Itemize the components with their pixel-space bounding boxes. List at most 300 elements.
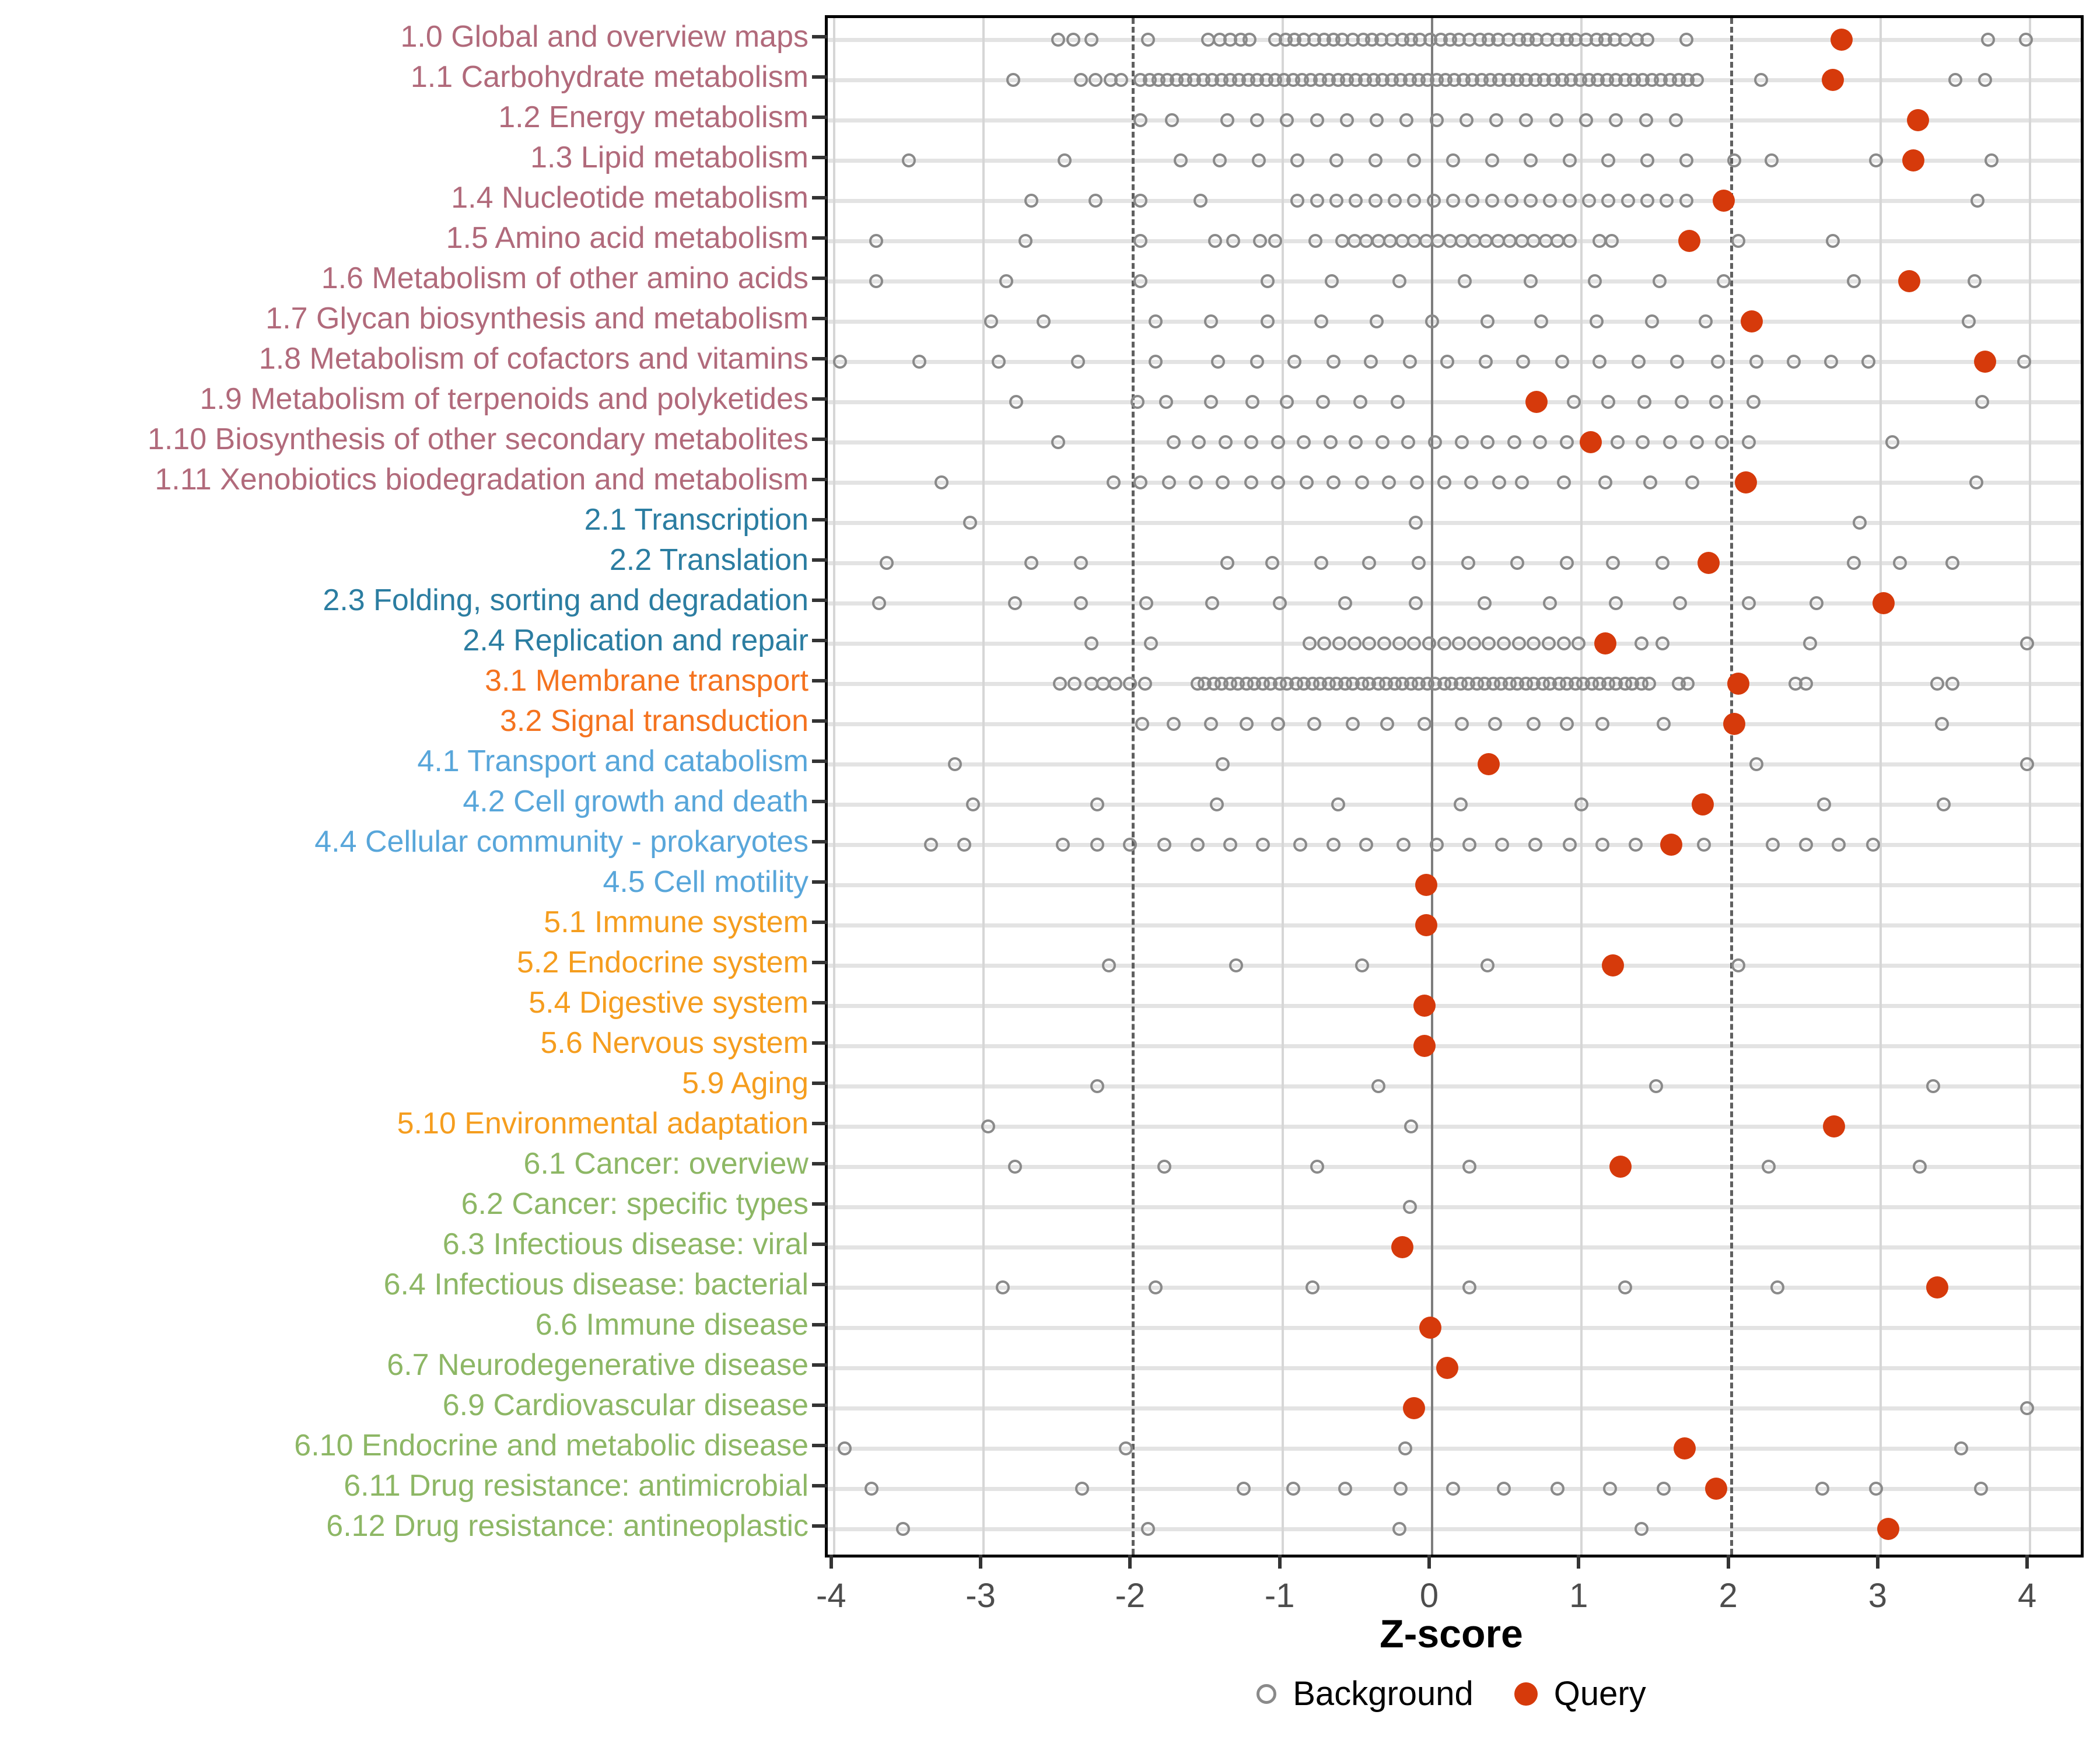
background-point (1634, 1522, 1648, 1536)
query-point (1705, 1478, 1727, 1500)
background-point (1560, 717, 1574, 731)
background-point (1657, 717, 1671, 731)
category-label: 1.6 Metabolism of other amino acids (321, 261, 808, 295)
row-guide-line (828, 1044, 2081, 1048)
query-point (1823, 1115, 1845, 1138)
dotted-threshold-line (1132, 18, 1135, 1555)
background-point (1056, 838, 1070, 852)
background-point (1492, 475, 1506, 489)
background-point (1690, 73, 1704, 87)
background-point (1640, 153, 1654, 167)
background-point (1601, 395, 1615, 409)
background-point (880, 556, 894, 570)
background-point (1037, 314, 1051, 328)
background-point (1362, 556, 1376, 570)
background-point (1826, 234, 1840, 248)
background-point (1485, 194, 1499, 208)
background-point (1460, 113, 1474, 127)
background-point (1765, 153, 1779, 167)
background-point (1711, 355, 1725, 369)
background-point (1006, 73, 1020, 87)
background-point (1088, 73, 1102, 87)
background-point (1437, 475, 1451, 489)
row-guide-line (828, 1286, 2081, 1290)
background-point (1645, 314, 1659, 328)
background-point (992, 355, 1006, 369)
background-point (1338, 596, 1352, 610)
y-axis-tick (812, 1242, 827, 1246)
background-point (1930, 677, 1944, 691)
x-axis-tick-label: 3 (1868, 1577, 1888, 1615)
row-guide-line (828, 1125, 2081, 1129)
query-point (1674, 1437, 1696, 1460)
query-point (1902, 149, 1924, 172)
x-axis-tick (979, 1555, 982, 1569)
background-point (1669, 113, 1683, 127)
background-point (1455, 717, 1469, 731)
background-point (1605, 234, 1619, 248)
category-label: 1.10 Biosynthesis of other secondary metabolites (147, 422, 808, 456)
background-point (1528, 838, 1542, 852)
background-point (1527, 636, 1541, 650)
background-point (1679, 33, 1693, 47)
y-axis-tick (812, 961, 827, 964)
query-point (1419, 1317, 1441, 1339)
background-point (1479, 355, 1493, 369)
category-label: 6.10 Endocrine and metabolic disease (294, 1429, 808, 1462)
background-point (1310, 194, 1324, 208)
row-guide-line (828, 521, 2081, 525)
background-point (1223, 838, 1237, 852)
background-point (1885, 435, 1899, 449)
background-point (1204, 395, 1218, 409)
y-axis-tick (812, 1444, 827, 1447)
background-point (1606, 556, 1620, 570)
legend-label-background: Background (1293, 1675, 1474, 1713)
background-point (1717, 274, 1731, 288)
category-label: 5.2 Endocrine system (516, 946, 808, 979)
y-axis-tick (812, 317, 827, 320)
background-point (1130, 395, 1144, 409)
background-point (1542, 636, 1556, 650)
dotted-threshold-line (1730, 18, 1733, 1555)
background-point (1326, 355, 1340, 369)
background-point (1697, 838, 1711, 852)
y-axis-tick (812, 880, 827, 884)
background-point (1370, 113, 1384, 127)
category-label: 5.1 Immune system (544, 905, 808, 939)
background-point (1629, 838, 1643, 852)
background-point (1058, 153, 1072, 167)
query-point (1735, 471, 1757, 494)
background-point (1353, 395, 1367, 409)
background-point (1948, 73, 1962, 87)
background-point (1019, 234, 1032, 248)
background-point (1527, 717, 1541, 731)
category-label: 5.4 Digestive system (528, 986, 808, 1020)
category-label: 5.10 Environmental adaptation (397, 1107, 808, 1140)
background-point (948, 757, 962, 771)
background-point (1167, 717, 1181, 731)
background-point (1515, 475, 1529, 489)
query-point (1692, 793, 1714, 816)
background-point (1409, 516, 1423, 530)
background-point (1268, 234, 1282, 248)
x-axis-tick-label: 1 (1569, 1577, 1588, 1615)
background-point (1866, 838, 1880, 852)
y-axis-tick (812, 1082, 827, 1085)
background-point (1699, 314, 1713, 328)
background-point (1656, 636, 1670, 650)
y-axis-tick (812, 116, 827, 119)
category-label: 6.7 Neurodegenerative disease (387, 1348, 808, 1382)
background-point (1250, 355, 1264, 369)
background-point (1749, 355, 1763, 369)
background-point (1681, 677, 1695, 691)
background-point (1396, 838, 1410, 852)
y-axis-tick (812, 840, 827, 844)
background-point (1133, 475, 1147, 489)
y-axis-tick (812, 1202, 827, 1206)
background-point (1314, 556, 1328, 570)
query-point (1698, 552, 1720, 574)
background-point (1310, 113, 1324, 127)
background-point (1653, 274, 1667, 288)
background-point (1008, 596, 1022, 610)
y-axis-tick (812, 276, 827, 280)
background-point (1560, 435, 1574, 449)
background-point (1075, 1482, 1089, 1496)
background-point (1286, 1482, 1300, 1496)
category-label: 1.3 Lipid metabolism (530, 141, 808, 174)
background-point (1810, 596, 1824, 610)
background-point (1454, 797, 1468, 811)
background-point (1422, 636, 1436, 650)
background-point (1462, 1280, 1476, 1294)
vertical-gridline (1880, 18, 1882, 1555)
category-label: 1.0 Global and overview maps (400, 20, 808, 54)
background-point (1636, 435, 1650, 449)
background-point (1557, 475, 1571, 489)
background-point (1159, 395, 1173, 409)
background-point (1754, 73, 1768, 87)
background-point (1489, 113, 1503, 127)
background-point (1149, 1280, 1163, 1294)
category-label: 4.2 Cell growth and death (463, 785, 808, 818)
row-guide-line (828, 964, 2081, 968)
background-point (1954, 1441, 1968, 1455)
vertical-gridline (833, 18, 835, 1555)
background-point (1359, 838, 1373, 852)
background-point (1216, 757, 1230, 771)
background-point (1455, 435, 1469, 449)
background-point (1817, 797, 1831, 811)
y-axis-tick (812, 478, 827, 481)
background-point (1824, 355, 1838, 369)
background-point (1133, 234, 1147, 248)
background-point (1388, 194, 1402, 208)
query-point (1415, 874, 1437, 896)
background-point (1211, 355, 1225, 369)
background-point (1144, 636, 1158, 650)
background-point (1572, 636, 1586, 650)
background-point (1512, 636, 1526, 650)
background-point (1742, 435, 1756, 449)
background-point (984, 314, 998, 328)
background-point (1149, 355, 1163, 369)
category-label: 1.7 Glycan biosynthesis and metabolism (265, 302, 808, 335)
background-point (1524, 194, 1538, 208)
category-label: 6.2 Cancer: specific types (461, 1187, 808, 1221)
background-point (1853, 516, 1867, 530)
background-point (1574, 797, 1588, 811)
background-point (1516, 355, 1530, 369)
y-axis-tick (812, 1484, 827, 1488)
background-point (1090, 838, 1104, 852)
background-point (1068, 677, 1082, 691)
background-point (1461, 556, 1475, 570)
x-axis-tick-label: -2 (1115, 1577, 1146, 1615)
query-point (1413, 995, 1436, 1017)
background-point (1465, 194, 1479, 208)
background-point (1603, 1482, 1617, 1496)
background-point (1480, 435, 1494, 449)
background-point (1053, 677, 1067, 691)
background-point (1663, 435, 1677, 449)
background-point (1162, 475, 1176, 489)
category-label: 4.1 Transport and catabolism (417, 744, 808, 778)
background-point (1135, 717, 1149, 731)
query-point (1413, 1035, 1436, 1057)
background-point (1962, 314, 1976, 328)
legend-item-background (1256, 1674, 1474, 1713)
background-point (1799, 838, 1813, 852)
background-point (1731, 234, 1745, 248)
background-point (1495, 838, 1509, 852)
y-axis-tick (812, 236, 827, 240)
background-point (833, 355, 847, 369)
background-point (1271, 435, 1285, 449)
background-point (1595, 717, 1609, 731)
background-point (1446, 194, 1460, 208)
background-point (1968, 274, 1982, 288)
background-point (1271, 475, 1285, 489)
category-label: 1.4 Nucleotide metabolism (451, 181, 808, 215)
background-point (1271, 717, 1285, 731)
y-axis-tick (812, 1001, 827, 1005)
category-label: 6.3 Infectious disease: viral (442, 1227, 808, 1261)
background-point (1088, 194, 1102, 208)
background-point (1427, 194, 1441, 208)
background-point (1084, 33, 1098, 47)
category-label: 6.9 Cardiovascular disease (442, 1388, 808, 1422)
background-point (902, 153, 916, 167)
query-point (1403, 1397, 1425, 1419)
background-point (1437, 636, 1451, 650)
row-guide-line (828, 320, 2081, 324)
query-point (1391, 1236, 1413, 1258)
background-point (1609, 596, 1623, 610)
row-guide-line (828, 923, 2081, 928)
background-point (1588, 274, 1602, 288)
background-point (1107, 475, 1121, 489)
background-point (1242, 33, 1256, 47)
y-axis-tick (812, 760, 827, 763)
background-point (999, 274, 1013, 288)
background-point (1009, 395, 1023, 409)
background-point (1220, 556, 1234, 570)
vertical-gridline (1580, 18, 1583, 1555)
y-axis-tick (812, 598, 827, 602)
background-point (1329, 153, 1343, 167)
background-point (1563, 153, 1577, 167)
background-point (1237, 1482, 1251, 1496)
background-point (1074, 556, 1088, 570)
background-point (1167, 435, 1181, 449)
x-axis-tick (1427, 1555, 1431, 1569)
query-point (1873, 592, 1895, 614)
background-point (838, 1441, 852, 1455)
background-point (1609, 113, 1623, 127)
background-point (1174, 153, 1188, 167)
y-axis-tick (812, 196, 827, 200)
background-point (1971, 194, 1985, 208)
legend-item-query (1514, 1674, 1646, 1713)
query-point (1594, 632, 1616, 654)
row-guide-line (828, 1447, 2081, 1451)
background-point (1926, 1079, 1940, 1093)
query-point (1974, 351, 1996, 373)
background-point (1133, 113, 1147, 127)
background-point (1314, 314, 1328, 328)
background-point (1220, 113, 1234, 127)
query-point (1741, 310, 1763, 332)
background-point (1649, 1079, 1663, 1093)
background-point (1157, 838, 1171, 852)
category-label: 1.11 Xenobiotics biodegradation and metabolism (155, 463, 808, 496)
row-guide-line (828, 1205, 2081, 1209)
background-point (1452, 636, 1466, 650)
background-point (1265, 556, 1279, 570)
y-axis-tick (812, 719, 827, 723)
legend-label-query: Query (1553, 1675, 1646, 1713)
background-point (1084, 636, 1098, 650)
background-point (2020, 757, 2034, 771)
x-axis-tick (1727, 1555, 1730, 1569)
background-point (1715, 435, 1729, 449)
background-point (1446, 1482, 1460, 1496)
background-point (1632, 355, 1646, 369)
background-point (1362, 636, 1376, 650)
background-point (1985, 153, 1999, 167)
x-axis-tick-label: 4 (2018, 1577, 2037, 1615)
background-point (1440, 355, 1454, 369)
y-axis-tick (812, 800, 827, 803)
background-point (1051, 33, 1065, 47)
x-axis-tick (1577, 1555, 1580, 1569)
background-point (924, 838, 938, 852)
query-point (1831, 29, 1853, 51)
background-point (1290, 153, 1304, 167)
background-point (1355, 475, 1369, 489)
background-point (912, 355, 926, 369)
background-point (1287, 355, 1301, 369)
background-point (1348, 636, 1362, 650)
background-point (2019, 33, 2033, 47)
background-point (1401, 435, 1415, 449)
background-point (1208, 234, 1222, 248)
background-point (1762, 1160, 1776, 1174)
background-point (1550, 1482, 1564, 1496)
x-axis-tick (830, 1555, 833, 1569)
row-guide-line (828, 279, 2081, 284)
background-point (1368, 153, 1382, 167)
category-label: 4.5 Cell motility (603, 865, 808, 899)
background-point (1123, 838, 1137, 852)
background-point (1290, 194, 1304, 208)
background-point (1192, 435, 1206, 449)
y-axis-tick (812, 518, 827, 522)
background-point (1332, 636, 1346, 650)
background-point (1204, 717, 1218, 731)
background-point (1975, 395, 1989, 409)
background-point (1913, 1160, 1927, 1174)
y-axis-tick (812, 75, 827, 79)
background-point (1592, 355, 1606, 369)
background-point (1467, 636, 1481, 650)
background-point (966, 797, 980, 811)
background-point (1371, 1079, 1385, 1093)
background-point (1598, 475, 1612, 489)
background-point (1213, 153, 1227, 167)
background-point (1008, 1160, 1022, 1174)
query-point (1602, 954, 1624, 977)
background-point (1114, 73, 1128, 87)
background-point (1579, 113, 1593, 127)
background-point (1533, 435, 1547, 449)
background-point (1349, 435, 1363, 449)
background-point (1308, 234, 1322, 248)
query-point (1877, 1518, 1899, 1540)
x-axis-tick-label: 2 (1718, 1577, 1738, 1615)
background-point (1464, 475, 1478, 489)
y-axis-tick (812, 1404, 827, 1407)
background-point (1656, 556, 1670, 570)
category-label: 5.9 Aging (682, 1066, 808, 1100)
background-point (1709, 395, 1723, 409)
query-point (1822, 69, 1844, 91)
background-point (1204, 314, 1218, 328)
background-point (1244, 435, 1258, 449)
background-point (1640, 33, 1654, 47)
background-point (1141, 33, 1155, 47)
background-point (1727, 153, 1741, 167)
background-point (1391, 395, 1405, 409)
y-axis-tick (812, 639, 827, 642)
background-point (1504, 194, 1518, 208)
row-guide-line (828, 762, 2081, 766)
row-guide-line (828, 360, 2081, 364)
background-point (1261, 314, 1275, 328)
background-point (1256, 838, 1270, 852)
row-guide-line (828, 883, 2081, 887)
background-point (1534, 314, 1548, 328)
background-point (1280, 113, 1294, 127)
background-point (1832, 838, 1846, 852)
background-point (1497, 1482, 1511, 1496)
background-point (1226, 234, 1240, 248)
background-point (1621, 194, 1635, 208)
